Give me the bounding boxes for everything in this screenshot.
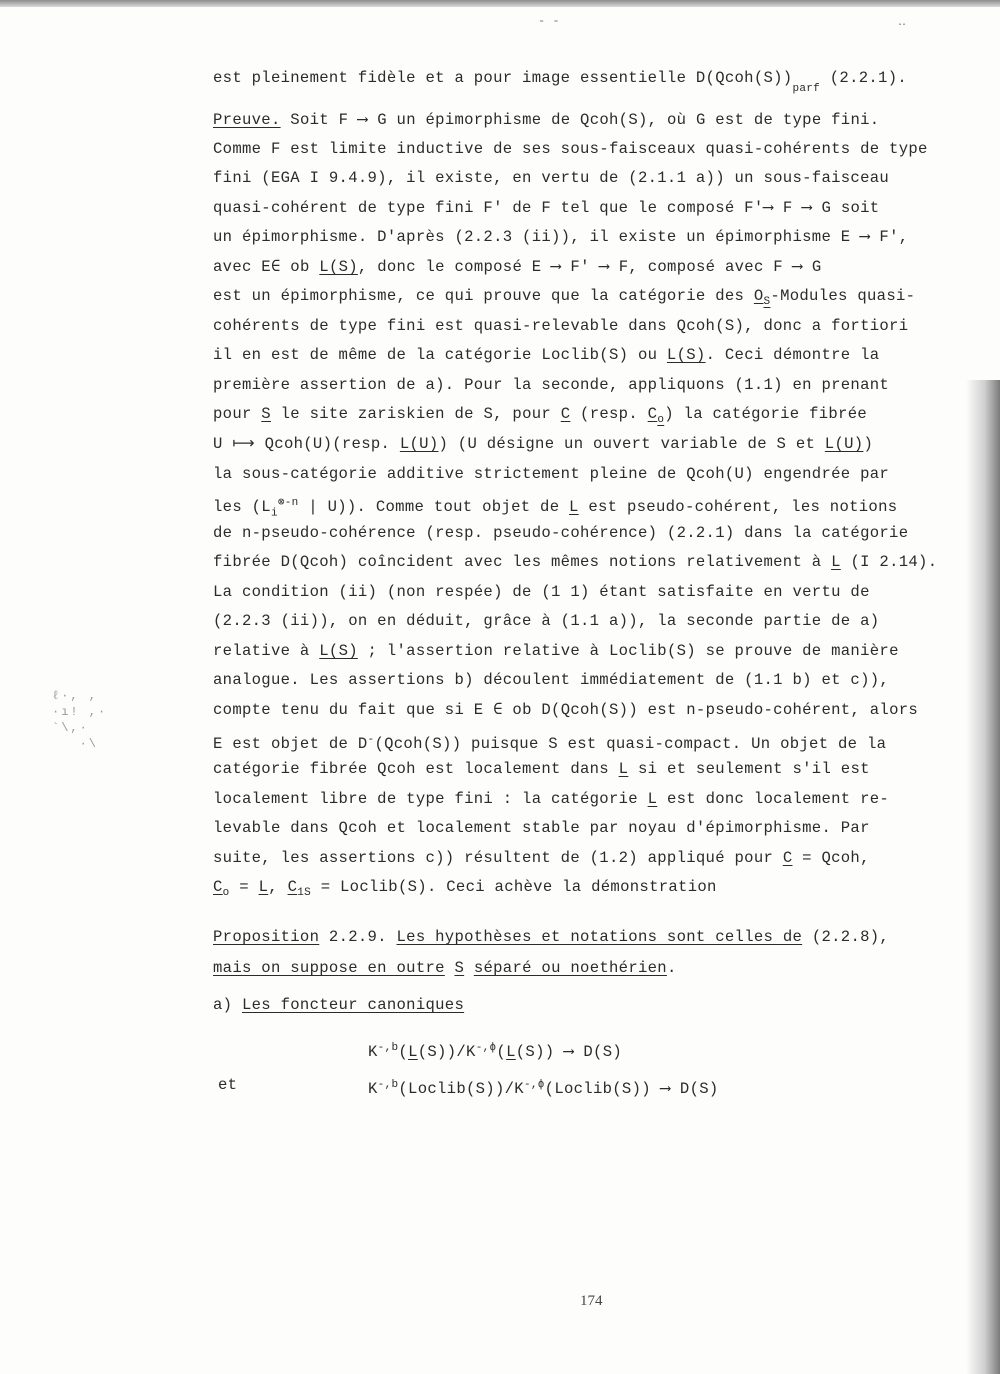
text-line: analogue. Les assertions b) découlent immédiatement de (1.1 b) et c)),: [213, 671, 890, 689]
scan-smudge: ℓ·, , ·ı! ,· `\,· ·\: [52, 689, 108, 751]
text-line: levable dans Qcoh et localement stable par noyau d'épimorphisme. Par: [213, 819, 870, 837]
text-line: La condition (ii) (non respée) de (1 1) étant satisfaite en vertu de: [213, 583, 870, 601]
text-line: fini (EGA I 9.4.9), il existe, en vertu de (2.1.1 a)) un sous-faisceau: [213, 169, 890, 187]
text-line: un épimorphisme. D'après (2.2.3 (ii)), il existe un épimorphisme E ⟶ F',: [213, 228, 909, 246]
text-line: Preuve. Soit F ⟶ G un épimorphisme de Qcoh(S), où G est de type fini.: [213, 111, 880, 129]
text-line: compte tenu du fait que si E ∈ ob D(Qcoh(S)) est n-pseudo-cohérent, alors: [213, 701, 919, 719]
text-line: la sous-catégorie additive strictement pleine de Qcoh(U) engendrée par: [213, 465, 890, 483]
text-line: est pleinement fidèle et a pour image essentielle $D(Qcoh(S))_{parf}$ (2.2.1).: [213, 69, 908, 95]
text-line: U ⟼ Qcoh(U)(resp. L(U)) (U désigne un ouvert variable de S et L(U)): [213, 435, 874, 453]
text-line: suite, les assertions c)) résultent de (1.2) appliqué pour C = Qcoh,: [213, 849, 870, 867]
item-a: a) Les foncteur canoniques: [213, 996, 465, 1014]
text-line: (2.2.3 (ii)), on en déduit, grâce à (1.1 a)), la seconde partie de a): [213, 612, 880, 630]
scan-top-edge: [0, 0, 1000, 7]
text-line: de n-pseudo-cohérence (resp. pseudo-cohérence) (2.2.1) dans la catégorie: [213, 524, 909, 542]
text-line: localement libre de type fini : la catégorie L est donc localement re-: [213, 790, 890, 808]
text-line: E est objet de D-(Qcoh(S)) puisque S est quasi-compact. Un objet de la: [213, 734, 887, 754]
proposition-heading: Proposition 2.2.9. Les hypothèses et notations sont celles de (2.2.8),: [213, 928, 890, 946]
text-line: les ($L_i^{\otimes-n}$ | U)). Comme tout objet de L est pseudo-cohérent, les notions: [213, 497, 898, 520]
scan-mark: - -: [538, 14, 560, 28]
preuve-label: Preuve.: [213, 111, 281, 129]
text-line: $C_o = L$, $C_{1S}$ = Loclib(S). Ceci achève la démonstration: [213, 878, 717, 900]
text-line: fibrée D(Qcoh) coîncident avec les mêmes notions relativement à L (I 2.14).: [213, 553, 938, 571]
text-line: relative à L(S) ; l'assertion relative à Loclib(S) se prouve de manière: [213, 642, 899, 660]
formula-2: $K^{-,b}(Loclib(S))/K^{-,\phi}(Loclib(S))$ ⟶ D(S): [368, 1079, 719, 1099]
text-line: avec E∈ ob L(S), donc le composé E ⟶ F' ⟶ F, composé avec F ⟶ G: [213, 258, 822, 276]
scan-mark: ‥: [898, 15, 907, 29]
text-line: il en est de même de la catégorie Loclib(S) ou L(S). Ceci démontre la: [213, 346, 880, 364]
proposition-text: mais on suppose en outre S séparé ou noethérien.: [213, 959, 677, 977]
formula-1: $K^{-,b}(L(S))/K^{-,\phi}(L(S))$ ⟶ D(S): [368, 1042, 623, 1062]
text-line: Comme F est limite inductive de ses sous-faisceaux quasi-cohérents de type: [213, 140, 928, 158]
text-line: est un épimorphisme, ce qui prouve que la catégorie des $O_S$-Modules quasi-: [213, 287, 916, 309]
page-number: 174: [580, 1293, 603, 1309]
text-line: cohérents de type fini est quasi-relevable dans Qcoh(S), donc a fortiori: [213, 317, 909, 335]
formula-2-label: et: [218, 1076, 238, 1094]
text-line: première assertion de a). Pour la seconde, appliquons (1.1) en prenant: [213, 376, 890, 394]
scan-right-shadow: [966, 380, 1000, 1374]
text-line: pour S le site zariskien de S, pour C (resp. $C_o$) la catégorie fibrée: [213, 405, 868, 427]
text-line: catégorie fibrée Qcoh est localement dans L si et seulement s'il est: [213, 760, 870, 778]
text-line: quasi-cohérent de type fini F' de F tel que le composé F'⟶ F ⟶ G soit: [213, 199, 880, 217]
